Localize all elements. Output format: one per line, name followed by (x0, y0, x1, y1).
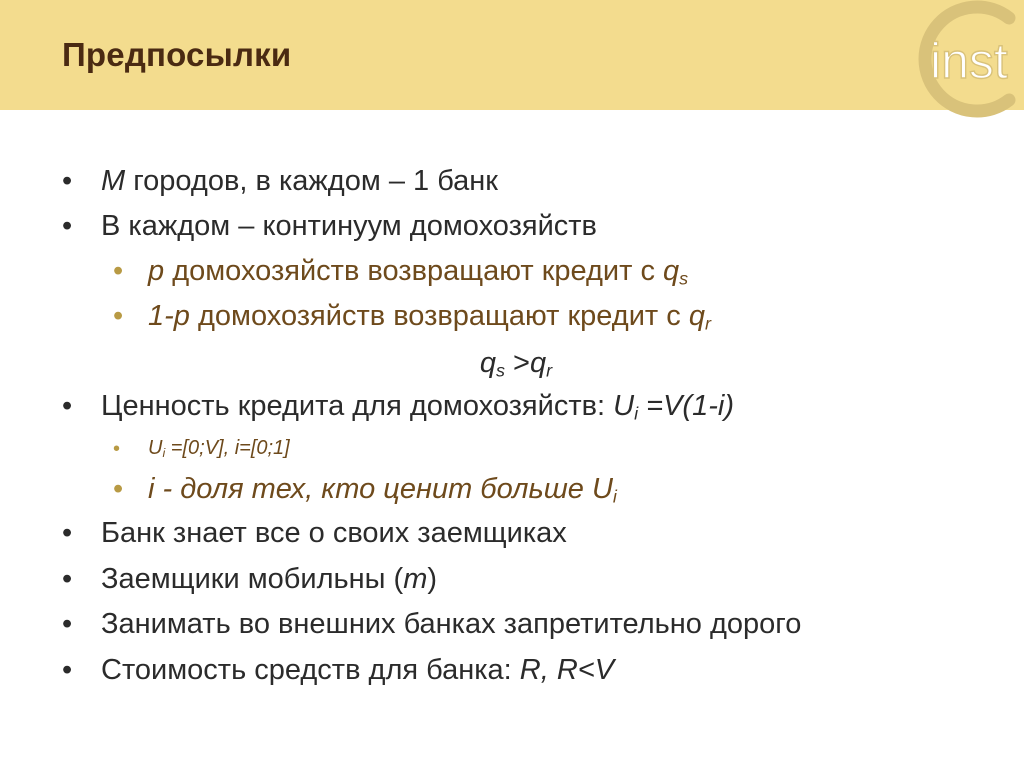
sub-bullet-marker: • (113, 438, 121, 460)
bullet-marker: • (62, 654, 73, 686)
list-item-text: M городов, в каждом – 1 банк (101, 165, 498, 197)
sub-bullet-marker: • (113, 255, 124, 287)
var-m: M (101, 165, 126, 197)
formula-text: $q_s >q_r$ (479, 347, 553, 381)
sublist-item-text: p домохозяйств возвращают кредит с $q_s$ (148, 255, 689, 289)
bullet-marker: • (62, 608, 73, 640)
sub-bullet-marker: • (113, 300, 124, 332)
list-item-text: В каждом – континуум домохозяйств (101, 210, 597, 242)
bullet-marker: • (62, 210, 73, 242)
bullet-marker: • (62, 390, 73, 422)
slide-title: Предпосылки (62, 36, 292, 73)
bullet-marker: • (62, 517, 73, 549)
sublist-item-text: 1-p домохозяйств возвращают кредит с $q_r$ (148, 300, 711, 334)
list-item-text: Банк знает все о своих заемщиках (101, 517, 567, 549)
sublist-item-text: i - доля тех, кто ценит больше $U_i$ (148, 473, 617, 507)
formula-qs-gt-qr (0, 347, 1024, 381)
list-item-text: Заемщики мобильны (m) (101, 563, 438, 595)
inst-logo (906, 0, 1024, 118)
logo-text: inst (930, 33, 1008, 89)
sub-bullet-marker: • (113, 473, 124, 505)
bullet-marker: • (62, 563, 73, 595)
list-item-text: Занимать во внешних банках запретительно дорого (101, 608, 802, 640)
slide-header (0, 0, 1024, 110)
list-item-text: Стоимость средств для банка: R, R<V (101, 654, 615, 686)
list-item-text: Ценность кредита для домохозяйств: $U_i =V(1-i)$ (101, 390, 734, 424)
bullet-marker: • (62, 165, 73, 197)
sublist-item-text: $U_i$ =[0;V], i=[0;1] (148, 437, 290, 461)
